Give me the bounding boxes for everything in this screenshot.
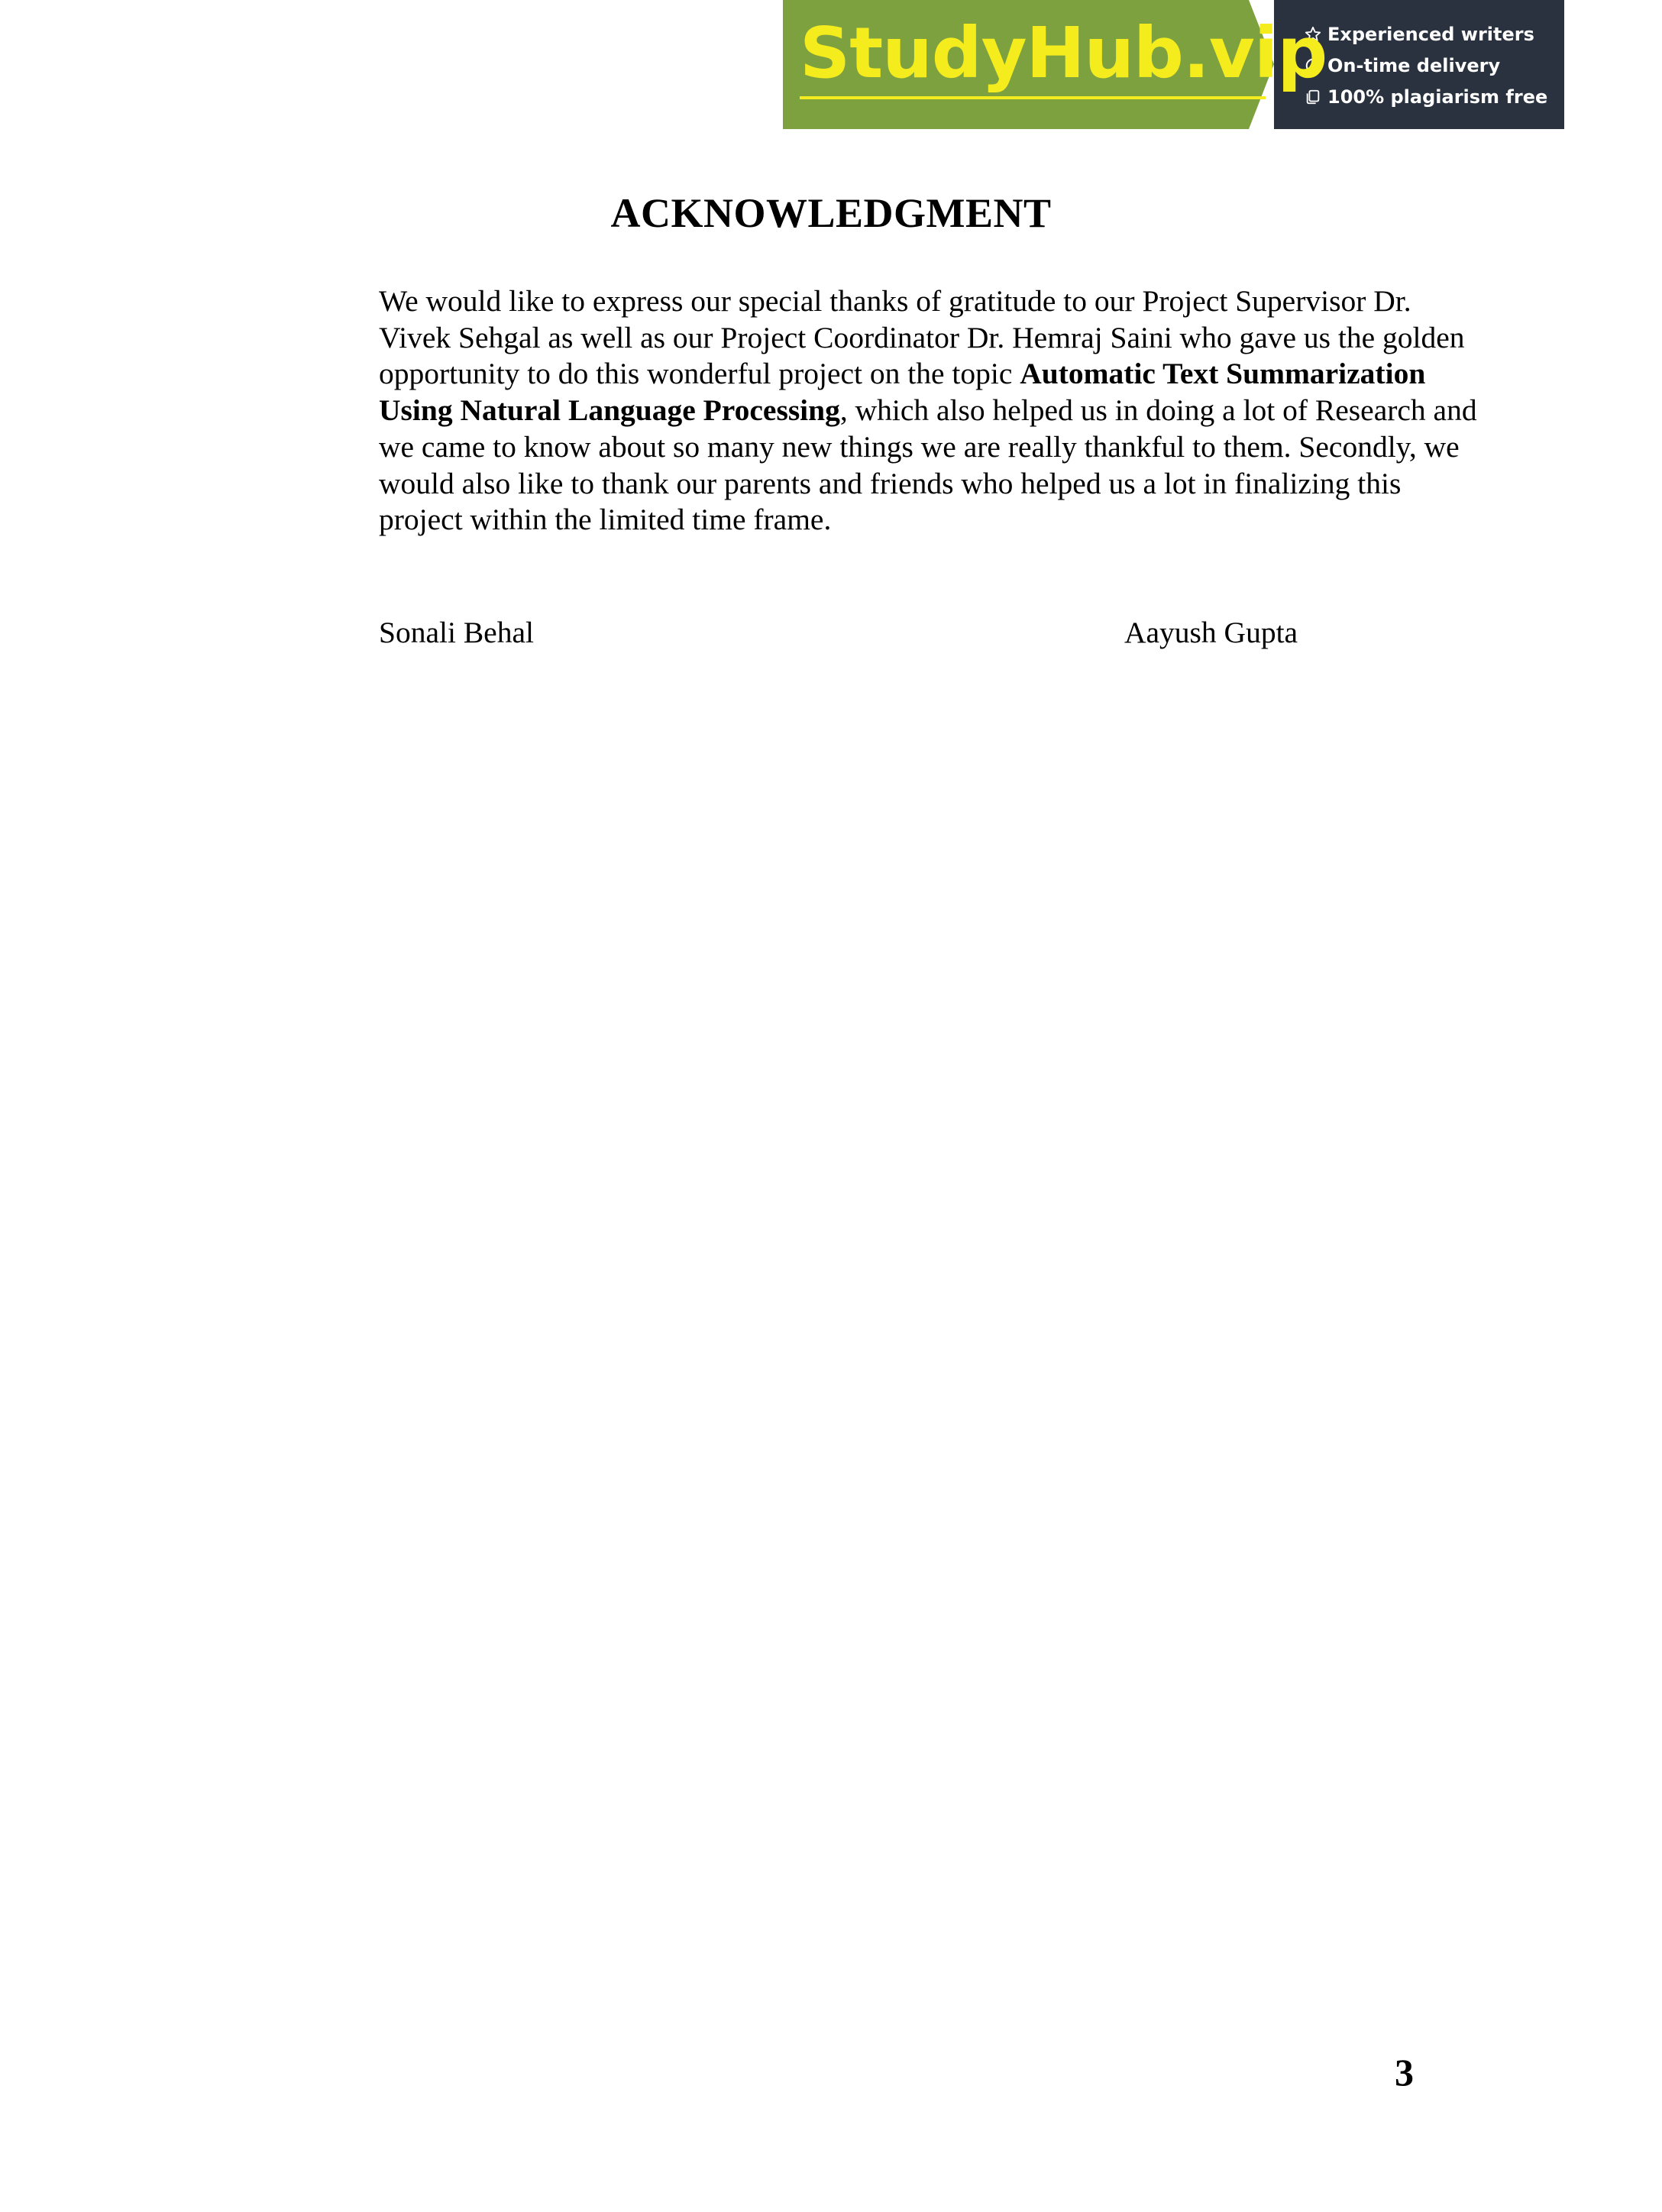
banner-logo-underline	[800, 96, 1266, 99]
feature-label: 100% plagiarism free	[1327, 86, 1548, 108]
banner-logo-text: StudyHub.vip	[800, 12, 1327, 94]
paragraph-text-part2: , which also helped us in doing a lot of Research and we came to know about so many new things we are really thankful to them. Secondly, we would also like to thank our parents and friends who helped us a lot in finalizing this project within the limited time frame.	[379, 393, 1477, 537]
studyhub-banner[interactable]	[783, 0, 1564, 129]
feature-on-time-delivery	[1303, 50, 1564, 81]
banner-logo-panel	[783, 0, 1327, 129]
page-number: 3	[1395, 2051, 1414, 2094]
signature-right: Aayush Gupta	[1124, 616, 1298, 649]
feature-label: On-time delivery	[1327, 54, 1501, 76]
acknowledgment-paragraph	[379, 283, 1479, 538]
project-topic: Automatic Text Summarization Using Natural Language Processing	[379, 357, 1426, 428]
paragraph-text-part1: We would like to express our special thanks of gratitude to our Project Supervisor Dr. Vivek Sehgal as well as our Project Coordinator Dr. Hemraj Saini who gave us the golden opportunity to do this wonderful project on the topic	[379, 284, 1465, 391]
page-title: ACKNOWLEDGMENT	[610, 190, 1052, 236]
signature-left: Sonali Behal	[379, 616, 534, 649]
feature-plagiarism-free	[1303, 81, 1564, 112]
feature-experienced-writers	[1303, 18, 1564, 50]
feature-label: Experienced writers	[1327, 23, 1534, 45]
